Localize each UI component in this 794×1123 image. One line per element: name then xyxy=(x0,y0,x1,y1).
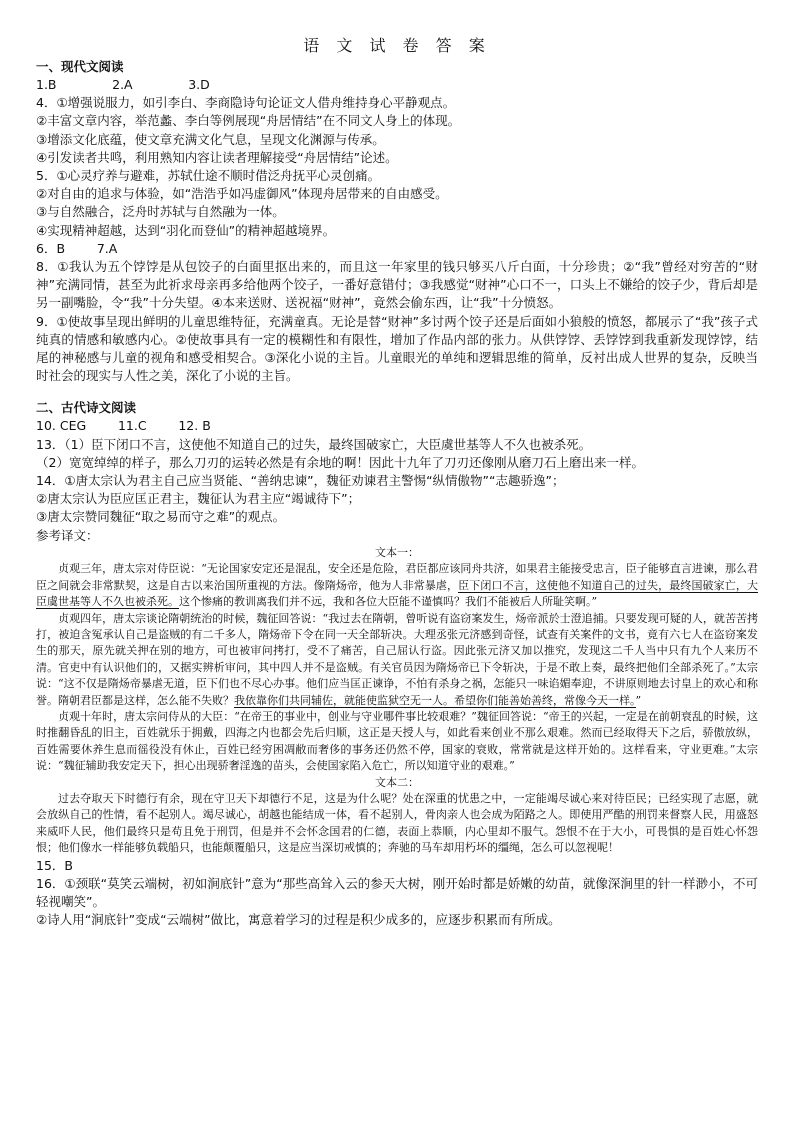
answer-14-line-1: 14．①唐太宗认为君主自己应当贤能、“善纳忠谏”，魏征劝谏君主警惕“纵情傲物”“志趣骄逸”； xyxy=(36,473,565,489)
answer-sheet xyxy=(36,36,758,929)
paragraph-text: 贞观十年时，唐太宗问侍从的大臣：“在帝王的事业中，创业与守业哪件事比较艰难？”魏征回答说：“帝王的兴起，一定是在前朝衰乱的时候，这时推翻昏乱的旧主，百姓就乐于拥戴，四海之内也都会先后归顺，这正是天授人与，如此看来创业不那么艰难。然而已经取得天下之后，骄傲放纵，百姓需要休养生息而徭役没有休止，百姓已经穷困凋敝而奢侈的事务还仍然不停，国家的衰败，常常就是这样开始的。这样看来，守业更难。”太宗说：“魏征辅助我安定天下，担心出现骄奢淫逸的苗头，会使国家陷入危亡，所以知道守业的艰难。” xyxy=(36,709,758,773)
text-one-paragraph xyxy=(36,561,758,610)
answer-16-line-1: 16．①颈联“莫笑云端树，初如涧底针”意为“那些高耸入云的参天大树，刚开始时都是娇嫩的幼苗，就像深涧里的针一样渺小，不可轻视嘲笑”。 xyxy=(36,875,758,909)
text-two-paragraph: 过去夺取天下时德行有余，现在守卫天下却德行不足，这是为什么呢？处在深重的忧患之中，一定能竭尽诚心来对待臣民；已经实现了志愿，就会放纵自己的性情，看不起别人。竭尽诚心，胡越也能结成一体，看不起别人，骨肉亲人也会成为陌路之人。即使用严酷的刑罚来督察人民，用盛怒来威吓人民，他们最终只是苟且免于刑罚，但是并不会怀念国君的仁德，表面上恭顺，内心里却不服气。怨恨不在于大小，可畏惧的是百姓心怀怨恨；他们像水一样能够负载船只，也能颠覆船只，这是应当深切戒慎的；奔驰的马车却用朽坏的缰绳，怎么可以忽视呢！ xyxy=(36,791,758,855)
text-two-title: 文本二： xyxy=(375,775,419,789)
answer-8: 8．①我认为五个饽饽是从包饺子的白面里抠出来的，而且这一年家里的钱只够买八斤白面，十分珍贵；②“我”曾经对穷苦的“财神”充满同情，甚至为此祈求母亲再多给他两个饺子，一番好意错付；③我感觉“财神”心口不一，口头上不嫌给的饺子少，背后却是另一副嘴脸，令“我”十分失望。④本来送财、送祝福“财神”，竟然会偷东西，让“我”十分愤怒。 xyxy=(36,259,758,311)
section-heading-modern: 一、现代文阅读 xyxy=(36,59,124,74)
paragraph-text: ” xyxy=(635,693,642,707)
underlined-sentence: 我依靠你们共同辅佐，就能使监狱空无一人。希望你们能善始善终，常像今天一样。 xyxy=(234,693,636,707)
answer-4-line-4: ④引发读者共鸣，利用熟知内容让读者理解接受“舟居情结”论述。 xyxy=(36,149,398,165)
answers-10-12: 10. CEG 11.C 12. B xyxy=(36,418,211,434)
answer-13-line-2: （2）宽宽绰绰的样子，那么刀刃的运转必然是有余地的啊！因此十九年了刀刃还像刚从磨刀石上磨出来一样。 xyxy=(36,454,644,470)
answers-6-7: 6．B 7.A xyxy=(36,240,118,256)
paragraph-text: 贞观四年，唐太宗谈论隋朝统治的时候，魏征回答说：“我过去在隋朝，曾听说有盗窃案发生，炀帝派於士澄追捕。只要发现可疑的人，就苦苦拷打，被迫含冤承认自己是盗贼的有二千多人，隋炀帝下令在同一天全部斩决。大理丞张元济感到奇怪，试查有关案件的文书，竟有六七人在盗窃案发生的那天，原先就关押在别的地方，可也被审问拷打，受不了痛苦，自己屈认行盗。因此张元济又加以推究，发现这二千人当中只有九个人来历不清。官吏中有认识他们的，又据实辨析审问，其中四人并不是盗贼。有关官员因为隋炀帝已下令斩决，于是不敢上奏，最终把他们全部杀死了。”太宗说：“这不仅是隋炀帝暴虐无道，臣下们也不尽心办事。他们应当匡正谏诤，不怕有杀身之祸，怎能只一味谄媚奉迎，不讲原则地去讨皇上的欢心和称誉。隋朝君臣都是这样，怎么能不失败？ xyxy=(36,611,758,707)
answer-4-line-3: ③增添文化底蕴，使文章充满文化气息，呈现文化渊源与传承。 xyxy=(36,131,385,147)
answer-15: 15．B xyxy=(36,857,73,873)
text-one-paragraph xyxy=(36,709,758,775)
section-heading-classical: 二、古代诗文阅读 xyxy=(36,400,137,416)
answer-13-line-1: 13．（1）臣下闭口不言，这使他不知道自己的过失，最终国破家亡，大臣虞世基等人不久也被杀死。 xyxy=(36,436,592,452)
answer-14-line-2: ②唐太宗认为臣应匡正君主，魏征认为君主应“竭诚待下”； xyxy=(36,491,361,507)
answer-4-line-1: 4．①增强说服力，如引李白、李商隐诗句论证文人借舟维持身心平静观点。 xyxy=(36,95,456,111)
answer-5-line-2: ②对自由的追求与体验，如“浩浩乎如冯虚御风”体现舟居带来的自由感受。 xyxy=(36,186,448,202)
reference-translation-label: 参考译文： xyxy=(36,527,99,543)
answer-5-line-4: ④实现精神超越，达到“羽化而登仙”的精神超越境界。 xyxy=(36,222,336,238)
paragraph-text: 这个惨痛的教训离我们并不远，我和各位大臣能不谨慎吗？我们不能被后人所耻笑啊。” xyxy=(179,595,598,609)
answer-4-line-2: ②丰富文章内容，举范蠡、李白等例展现“舟居情结”在不同文人身上的体现。 xyxy=(36,113,461,129)
answers-1-3: 1.B 2.A 3.D xyxy=(36,77,210,92)
answer-14-line-3: ③唐太宗赞同魏征“取之易而守之难”的观点。 xyxy=(36,509,286,525)
answer-5-line-3: ③与自然融合，泛舟时苏轼与自然融为一体。 xyxy=(36,204,285,220)
text-one-paragraph xyxy=(36,611,758,709)
text-one-title: 文本一： xyxy=(375,545,419,559)
paragraph-text: 贞观三年，唐太宗对侍臣说：“无论国家安定还是混乱，安全还是危险，君臣都应该同舟共济，如果君主能接受忠言，臣子能够直言进谏，那么君臣之间就会非常默契，这是自古以来治国所重视的方法。像隋炀帝，他为人非常暴虐， xyxy=(36,562,758,592)
answer-9: 9．①使故事呈现出鲜明的儿童思维特征，充满童真。无论是替“财神”多讨两个饺子还是后面如小狼般的愤怒，都展示了“我”孩子式纯真的情感和敏感内心。②使故事具有一定的模糊性和有限性，增加了作品内部的张力。从供饽饽、丢饽饽到我重新发现饽饽，结尾的神秘感与儿童的视角和感受相契合。③深化小说的主旨。儿童眼光的单纯和逻辑思维的简单，反衬出成人世界的复杂，反映当时社会的现实与人性之美，深化了小说的主旨。 xyxy=(36,313,758,384)
answer-5-line-1: 5．①心灵疗养与避难，苏轼仕途不顺时借泛舟抚平心灵创痛。 xyxy=(36,168,381,184)
answer-16-line-2: ②诗人用“涧底针”变成“云端树”做比，寓意着学习的过程是积少成多的，应逐步积累而有所成。 xyxy=(36,912,561,928)
page-title: 语 文 试 卷 答 案 xyxy=(303,36,491,55)
underlined-sentence: 臣下闭口不言，这使他不知道自己的过失，最终国破家亡，大臣虞世基等人不久也被杀死。 xyxy=(36,578,758,609)
